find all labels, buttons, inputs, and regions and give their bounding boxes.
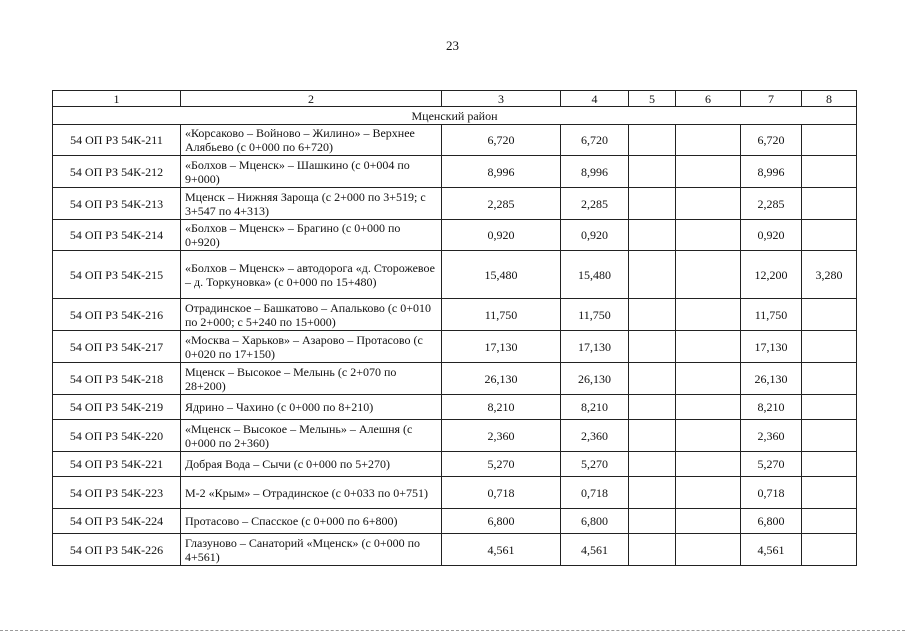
- column-6-cell: [676, 251, 741, 299]
- road-code-cell: 54 ОП РЗ 54К-217: [53, 331, 181, 363]
- column-3-cell: 15,480: [442, 251, 561, 299]
- column-7-cell: 12,200: [741, 251, 802, 299]
- table-row: [53, 251, 857, 299]
- column-8-cell: [802, 125, 857, 156]
- column-3-cell: 6,720: [442, 125, 561, 156]
- column-3-cell: 2,285: [442, 188, 561, 220]
- column-7-cell: 2,360: [741, 420, 802, 452]
- column-4-cell: 15,480: [561, 251, 629, 299]
- column-8-cell: [802, 331, 857, 363]
- column-6-cell: [676, 156, 741, 188]
- column-8-cell: [802, 220, 857, 251]
- road-name-cell: Протасово – Спасское (с 0+000 по 6+800): [181, 509, 442, 534]
- road-code-cell: 54 ОП РЗ 54К-220: [53, 420, 181, 452]
- column-6-cell: [676, 125, 741, 156]
- column-5-cell: [629, 509, 676, 534]
- road-code-cell: 54 ОП РЗ 54К-212: [53, 156, 181, 188]
- column-6-cell: [676, 331, 741, 363]
- roads-table: [52, 90, 857, 566]
- table-row: [53, 452, 857, 477]
- road-code-cell: 54 ОП РЗ 54К-223: [53, 477, 181, 509]
- column-header: 3: [442, 91, 561, 107]
- column-5-cell: [629, 363, 676, 395]
- road-code-cell: 54 ОП РЗ 54К-226: [53, 534, 181, 566]
- column-header: 4: [561, 91, 629, 107]
- table-row: [53, 220, 857, 251]
- column-header: 1: [53, 91, 181, 107]
- column-8-cell: [802, 452, 857, 477]
- road-name-cell: «Болхов – Мценск» – автодорога «д. Сторожевое – д. Торкуновка» (с 0+000 по 15+480): [181, 251, 442, 299]
- column-6-cell: [676, 363, 741, 395]
- column-5-cell: [629, 452, 676, 477]
- column-3-cell: 2,360: [442, 420, 561, 452]
- column-header: 8: [802, 91, 857, 107]
- column-7-cell: 5,270: [741, 452, 802, 477]
- column-6-cell: [676, 477, 741, 509]
- district-row: [53, 107, 857, 125]
- road-code-cell: 54 ОП РЗ 54К-221: [53, 452, 181, 477]
- road-name-cell: Ядрино – Чахино (с 0+000 по 8+210): [181, 395, 442, 420]
- road-code-cell: 54 ОП РЗ 54К-211: [53, 125, 181, 156]
- column-8-cell: [802, 420, 857, 452]
- road-code-cell: 54 ОП РЗ 54К-215: [53, 251, 181, 299]
- table-row: [53, 534, 857, 566]
- road-name-cell: Мценск – Высокое – Мелынь (с 2+070 по 28+200): [181, 363, 442, 395]
- column-3-cell: 17,130: [442, 331, 561, 363]
- column-4-cell: 8,996: [561, 156, 629, 188]
- table-row: [53, 156, 857, 188]
- column-8-cell: [802, 395, 857, 420]
- column-4-cell: 8,210: [561, 395, 629, 420]
- column-3-cell: 4,561: [442, 534, 561, 566]
- column-6-cell: [676, 420, 741, 452]
- district-name: Мценский район: [53, 107, 857, 125]
- column-4-cell: 17,130: [561, 331, 629, 363]
- column-4-cell: 26,130: [561, 363, 629, 395]
- table-row: [53, 509, 857, 534]
- road-name-cell: Отрадинское – Башкатово – Апальково (с 0+010 по 2+000; с 5+240 по 15+000): [181, 299, 442, 331]
- column-4-cell: 6,720: [561, 125, 629, 156]
- column-8-cell: [802, 509, 857, 534]
- column-4-cell: 6,800: [561, 509, 629, 534]
- table-row: [53, 477, 857, 509]
- column-8-cell: [802, 299, 857, 331]
- column-4-cell: 2,360: [561, 420, 629, 452]
- column-4-cell: 5,270: [561, 452, 629, 477]
- table-row: [53, 188, 857, 220]
- column-header: 7: [741, 91, 802, 107]
- column-6-cell: [676, 534, 741, 566]
- column-5-cell: [629, 534, 676, 566]
- column-header: 2: [181, 91, 442, 107]
- column-7-cell: 11,750: [741, 299, 802, 331]
- table-row: [53, 125, 857, 156]
- column-4-cell: 2,285: [561, 188, 629, 220]
- column-5-cell: [629, 125, 676, 156]
- column-5-cell: [629, 395, 676, 420]
- road-name-cell: Добрая Вода – Сычи (с 0+000 по 5+270): [181, 452, 442, 477]
- column-8-cell: [802, 156, 857, 188]
- column-6-cell: [676, 452, 741, 477]
- column-3-cell: 0,718: [442, 477, 561, 509]
- road-name-cell: Глазуново – Санаторий «Мценск» (с 0+000 по 4+561): [181, 534, 442, 566]
- road-code-cell: 54 ОП РЗ 54К-216: [53, 299, 181, 331]
- road-code-cell: 54 ОП РЗ 54К-218: [53, 363, 181, 395]
- column-8-cell: [802, 188, 857, 220]
- column-6-cell: [676, 188, 741, 220]
- column-4-cell: 0,920: [561, 220, 629, 251]
- road-code-cell: 54 ОП РЗ 54К-224: [53, 509, 181, 534]
- column-8-cell: [802, 534, 857, 566]
- column-3-cell: 6,800: [442, 509, 561, 534]
- road-code-cell: 54 ОП РЗ 54К-213: [53, 188, 181, 220]
- page-number: 23: [446, 38, 459, 53]
- column-3-cell: 0,920: [442, 220, 561, 251]
- column-number-row: [53, 91, 857, 107]
- road-name-cell: «Болхов – Мценск» – Шашкино (с 0+004 по 9+000): [181, 156, 442, 188]
- column-5-cell: [629, 477, 676, 509]
- road-name-cell: Мценск – Нижняя Зароща (с 2+000 по 3+519; с 3+547 по 4+313): [181, 188, 442, 220]
- column-5-cell: [629, 220, 676, 251]
- column-header: 6: [676, 91, 741, 107]
- column-3-cell: 5,270: [442, 452, 561, 477]
- table-row: [53, 395, 857, 420]
- column-3-cell: 8,210: [442, 395, 561, 420]
- column-header: 5: [629, 91, 676, 107]
- column-8-cell: [802, 477, 857, 509]
- column-3-cell: 26,130: [442, 363, 561, 395]
- column-5-cell: [629, 251, 676, 299]
- column-4-cell: 4,561: [561, 534, 629, 566]
- column-5-cell: [629, 156, 676, 188]
- column-5-cell: [629, 331, 676, 363]
- column-3-cell: 11,750: [442, 299, 561, 331]
- column-6-cell: [676, 509, 741, 534]
- column-3-cell: 8,996: [442, 156, 561, 188]
- column-7-cell: 0,920: [741, 220, 802, 251]
- road-name-cell: «Болхов – Мценск» – Брагино (с 0+000 по 0+920): [181, 220, 442, 251]
- column-7-cell: 8,210: [741, 395, 802, 420]
- column-6-cell: [676, 299, 741, 331]
- table-row: [53, 299, 857, 331]
- column-4-cell: 11,750: [561, 299, 629, 331]
- column-8-cell: 3,280: [802, 251, 857, 299]
- road-code-cell: 54 ОП РЗ 54К-214: [53, 220, 181, 251]
- road-code-cell: 54 ОП РЗ 54К-219: [53, 395, 181, 420]
- column-5-cell: [629, 299, 676, 331]
- column-7-cell: 26,130: [741, 363, 802, 395]
- column-5-cell: [629, 188, 676, 220]
- column-6-cell: [676, 220, 741, 251]
- column-7-cell: 4,561: [741, 534, 802, 566]
- table-row: [53, 420, 857, 452]
- road-name-cell: М-2 «Крым» – Отрадинское (с 0+033 по 0+751): [181, 477, 442, 509]
- road-name-cell: «Корсаково – Войново – Жилино» – Верхнее Алябьево (с 0+000 по 6+720): [181, 125, 442, 156]
- table-row: [53, 363, 857, 395]
- column-4-cell: 0,718: [561, 477, 629, 509]
- column-8-cell: [802, 363, 857, 395]
- column-7-cell: 6,720: [741, 125, 802, 156]
- column-7-cell: 17,130: [741, 331, 802, 363]
- column-5-cell: [629, 420, 676, 452]
- column-7-cell: 8,996: [741, 156, 802, 188]
- column-7-cell: 0,718: [741, 477, 802, 509]
- road-name-cell: «Мценск – Высокое – Мелынь» – Алешня (с 0+000 по 2+360): [181, 420, 442, 452]
- column-7-cell: 2,285: [741, 188, 802, 220]
- page-edge-line: [0, 630, 905, 631]
- column-7-cell: 6,800: [741, 509, 802, 534]
- table-row: [53, 331, 857, 363]
- column-6-cell: [676, 395, 741, 420]
- road-name-cell: «Москва – Харьков» – Азарово – Протасово (с 0+020 по 17+150): [181, 331, 442, 363]
